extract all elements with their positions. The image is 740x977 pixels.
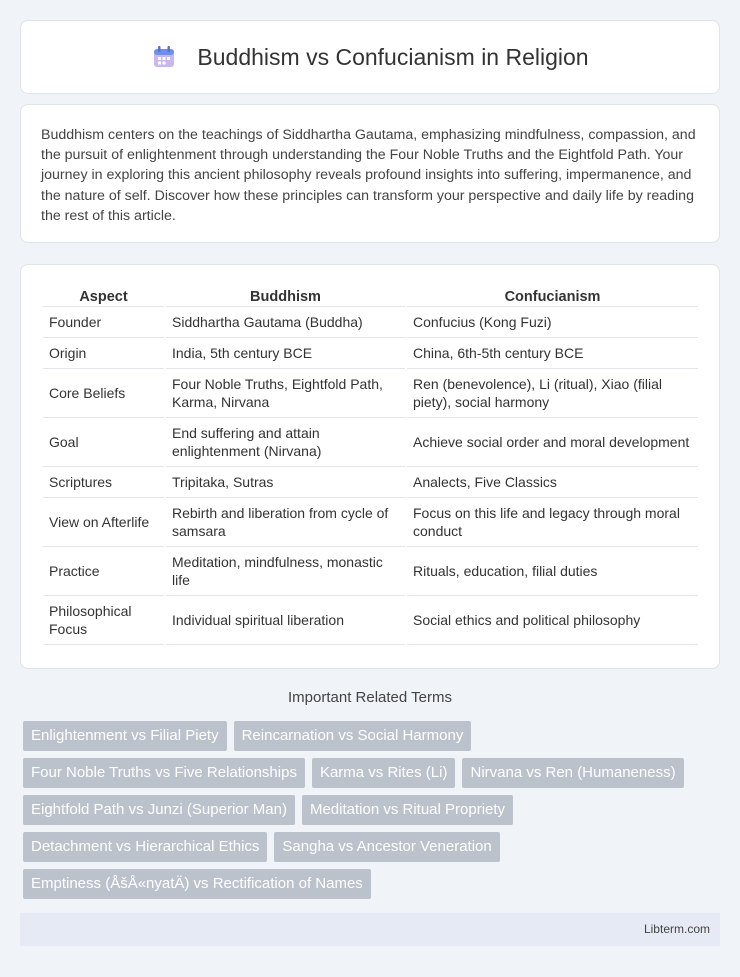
- cell-confucianism: Analects, Five Classics: [407, 467, 698, 498]
- cell-confucianism: Social ethics and political philosophy: [407, 596, 698, 645]
- related-term-tag[interactable]: Karma vs Rites (Li): [312, 758, 456, 788]
- cell-buddhism: Rebirth and liberation from cycle of samsara: [166, 498, 405, 547]
- cell-aspect: Scriptures: [43, 467, 164, 498]
- table-row: [43, 498, 698, 547]
- cell-confucianism: Achieve social order and moral development: [407, 418, 698, 467]
- related-term-tag[interactable]: Detachment vs Hierarchical Ethics: [23, 832, 267, 862]
- related-term-tag[interactable]: Emptiness (ÅšÅ«nyatÄ) vs Rectification of Names: [23, 869, 371, 899]
- related-term-tag[interactable]: Meditation vs Ritual Propriety: [302, 795, 513, 825]
- calendar-icon: [151, 44, 177, 70]
- related-term-tag[interactable]: Eightfold Path vs Junzi (Superior Man): [23, 795, 295, 825]
- related-terms-title: Important Related Terms: [288, 689, 452, 706]
- cell-buddhism: End suffering and attain enlightenment (Nirvana): [166, 418, 405, 467]
- cell-buddhism: India, 5th century BCE: [166, 338, 405, 369]
- table-row: [43, 547, 698, 596]
- intro-card: [20, 104, 720, 243]
- page-title: Buddhism vs Confucianism in Religion: [197, 43, 589, 70]
- intro-text: Buddhism centers on the teachings of Siddhartha Gautama, emphasizing mindfulness, compassion, and the pursuit of enlightenment through understanding the Four Noble Truths and the Eightfold Path. Your journey in exploring this ancient philosophy reveals profound insights into suffering, impermanence, and the nature of self. Discover how these principles can transform your perspective and daily life by reading the rest of this article.: [41, 127, 696, 224]
- cell-aspect: Practice: [43, 547, 164, 596]
- header-card: [20, 20, 720, 94]
- header-buddhism: Buddhism: [166, 283, 405, 307]
- footer: [20, 913, 720, 946]
- table-row: [43, 338, 698, 369]
- cell-buddhism: Tripitaka, Sutras: [166, 467, 405, 498]
- header-aspect: Aspect: [43, 283, 164, 307]
- header-confucianism: Confucianism: [407, 283, 698, 307]
- cell-aspect: View on Afterlife: [43, 498, 164, 547]
- cell-aspect: Origin: [43, 338, 164, 369]
- related-term-tag[interactable]: Nirvana vs Ren (Humaneness): [462, 758, 683, 788]
- cell-buddhism: Siddhartha Gautama (Buddha): [166, 307, 405, 338]
- cell-buddhism: Four Noble Truths, Eightfold Path, Karma, Nirvana: [166, 369, 405, 418]
- table-row: [43, 596, 698, 645]
- table-header-row: [43, 283, 698, 307]
- related-term-tag[interactable]: Reincarnation vs Social Harmony: [234, 721, 472, 751]
- cell-confucianism: Confucius (Kong Fuzi): [407, 307, 698, 338]
- related-term-tag[interactable]: Enlightenment vs Filial Piety: [23, 721, 227, 751]
- table-row: [43, 369, 698, 418]
- cell-confucianism: Focus on this life and legacy through moral conduct: [407, 498, 698, 547]
- comparison-table-card: [20, 264, 720, 669]
- cell-buddhism: Meditation, mindfulness, monastic life: [166, 547, 405, 596]
- related-terms-tags: [23, 721, 723, 899]
- table-row: [43, 418, 698, 467]
- cell-confucianism: Ren (benevolence), Li (ritual), Xiao (filial piety), social harmony: [407, 369, 698, 418]
- related-term-tag[interactable]: Sangha vs Ancestor Veneration: [274, 832, 499, 862]
- comparison-table: [41, 283, 700, 645]
- related-term-tag[interactable]: Four Noble Truths vs Five Relationships: [23, 758, 305, 788]
- cell-buddhism: Individual spiritual liberation: [166, 596, 405, 645]
- cell-aspect: Founder: [43, 307, 164, 338]
- table-row: [43, 307, 698, 338]
- cell-confucianism: China, 6th-5th century BCE: [407, 338, 698, 369]
- cell-aspect: Philosophical Focus: [43, 596, 164, 645]
- table-row: [43, 467, 698, 498]
- cell-aspect: Core Beliefs: [43, 369, 164, 418]
- footer-site-link[interactable]: Libterm.com: [643, 922, 710, 936]
- cell-aspect: Goal: [43, 418, 164, 467]
- cell-confucianism: Rituals, education, filial duties: [407, 547, 698, 596]
